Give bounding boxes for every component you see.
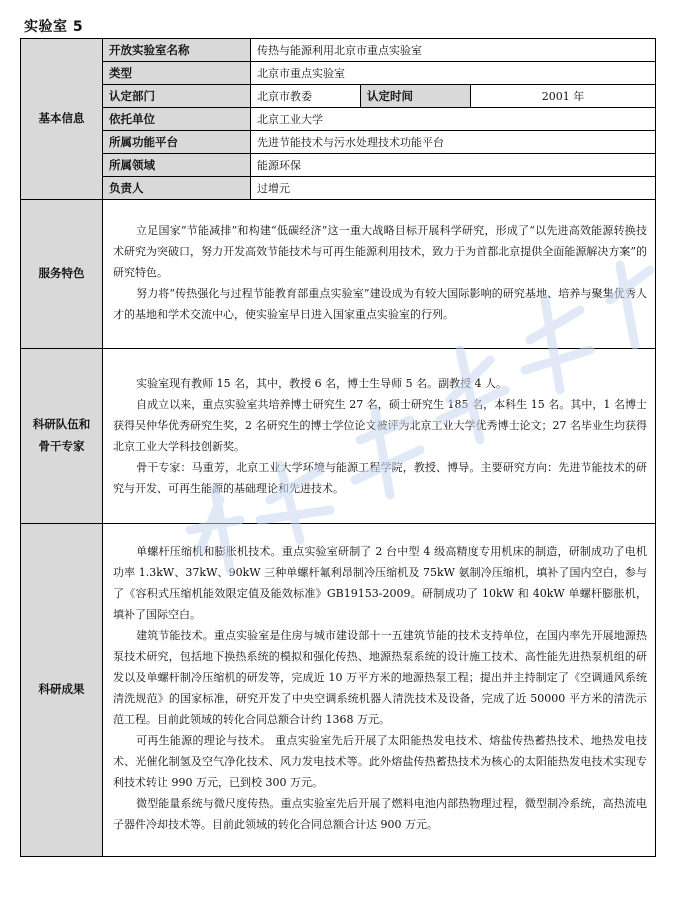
page-title: 实验室 5 [24, 19, 84, 35]
unit-label: 依托单位 [103, 108, 251, 131]
type-value: 北京市重点实验室 [251, 62, 656, 85]
section-team [21, 349, 103, 524]
table-row [21, 349, 656, 524]
table-row [21, 154, 656, 177]
service-content [103, 200, 656, 349]
field-label: 所属领域 [103, 154, 251, 177]
table-row [21, 39, 656, 62]
lab-info-table [20, 38, 656, 857]
team-paragraph: 骨干专家：马重芳，北京工业大学环境与能源工程学院，教授、博导。主要研究方向：先进节能技术的研究与开发、可再生能源的基础理论和先进技术。 [113, 461, 648, 495]
unit-value: 北京工业大学 [251, 108, 656, 131]
team-paragraph: 实验室现有教师 15 名，其中，教授 6 名，博士生导师 5 名。副教授 4 人。 [136, 377, 508, 390]
field-value: 能源环保 [251, 154, 656, 177]
lab-name-label: 开放实验室名称 [103, 39, 251, 62]
leader-value: 过增元 [251, 177, 656, 200]
section-service: 服务特色 [21, 200, 103, 349]
type-label: 类型 [103, 62, 251, 85]
time-label: 认定时间 [361, 85, 471, 108]
section-achievements: 科研成果 [21, 524, 103, 857]
achievement-paragraph: 单螺杆压缩机和膨胀机技术。重点实验室研制了 2 台中型 4 级高精度专用机床的制造，研制成功了电机功率 1.3kW、37kW、90kW 三种单螺杆氟利昂制冷压缩机及 75kW 氨制冷压缩机，填补了国内空白，参与了《容积式压缩机能效限定值及能效标准》GB19153-2009。研制成功了 10kW 和 40kW 单螺杆膨胀机，填补了国际空白。 [113, 545, 648, 621]
dept-label: 认定部门 [103, 85, 251, 108]
table-row [21, 131, 656, 154]
team-content [103, 349, 656, 524]
achievement-paragraph: 微型能量系统与微尺度传热。重点实验室先后开展了燃料电池内部热物理过程，微型制冷系统，高热流电子器件冷却技术等。目前此领域的转化合同总额合计达 900 万元。 [113, 797, 648, 831]
achievement-paragraph: 建筑节能技术。重点实验室是住房与城市建设部十一五建筑节能的技术支持单位，在国内率先开展地源热泵技术研究，包括地下换热系统的模拟和强化传热、地源热泵系统的设计施工技术、高性能先进热泵机组的研发以及单螺杆制冷压缩机的研发等，完成近 10 万平方米的地源热泵工程；提出并主持制定了《空调通风系统清洗规范》的国家标准，研究开发了中央空调系统机器人清洗技术及设备，完成了近 50000 平方米的清洗示范工程。目前此领域的转化合同总额合计约 1368 万元。 [113, 629, 648, 726]
table-row [21, 177, 656, 200]
table-row [21, 85, 656, 108]
dept-value: 北京市教委 [251, 85, 361, 108]
service-paragraph: 立足国家“节能减排”和构建“低碳经济”这一重大战略目标开展科学研究，形成了“以先进高效能源转换技术研究为突破口，努力开发高效节能技术与可再生能源利用技术，致力于为首都北京提供全面能源解决方案”的研究特色。 [113, 224, 648, 279]
section-team-line-2: 骨干专家 [38, 439, 85, 453]
table-row [21, 62, 656, 85]
team-paragraph: 自成立以来，重点实验室共培养博士研究生 27 名，硕士研究生 185 名，本科生 15 名。其中，1 名博士获得吴仲华优秀研究生奖，2 名研究生的博士学位论文被评为北京工业大学优秀博士论文；27 名毕业生均获得北京工业大学科技创新奖。 [113, 398, 648, 453]
service-paragraph: 努力将“传热强化与过程节能教育部重点实验室”建设成为有较大国际影响的研究基地、培养与聚集优秀人才的基地和学术交流中心，使实验室早日进入国家重点实验室的行列。 [113, 287, 648, 321]
platform-value: 先进节能技术与污水处理技术功能平台 [251, 131, 656, 154]
table-row [21, 108, 656, 131]
lab-name-value: 传热与能源利用北京市重点实验室 [251, 39, 656, 62]
time-value: 2001 年 [471, 85, 656, 108]
achievement-paragraph: 可再生能源的理论与技术。 重点实验室先后开展了太阳能热发电技术、熔盐传热蓄热技术、地热发电技术、光催化制氢及空气净化技术、风力发电技术等。此外熔盐传热蓄热技术为核心的太阳能热发电技术实现专利技术转让 990 万元，已到校 300 万元。 [113, 734, 648, 789]
table-row [21, 200, 656, 349]
achievements-content [103, 524, 656, 857]
section-basic-info: 基本信息 [21, 39, 103, 200]
leader-label: 负责人 [103, 177, 251, 200]
table-row [21, 524, 656, 857]
section-team-line-1: 科研队伍和 [32, 417, 91, 432]
platform-label: 所属功能平台 [103, 131, 251, 154]
